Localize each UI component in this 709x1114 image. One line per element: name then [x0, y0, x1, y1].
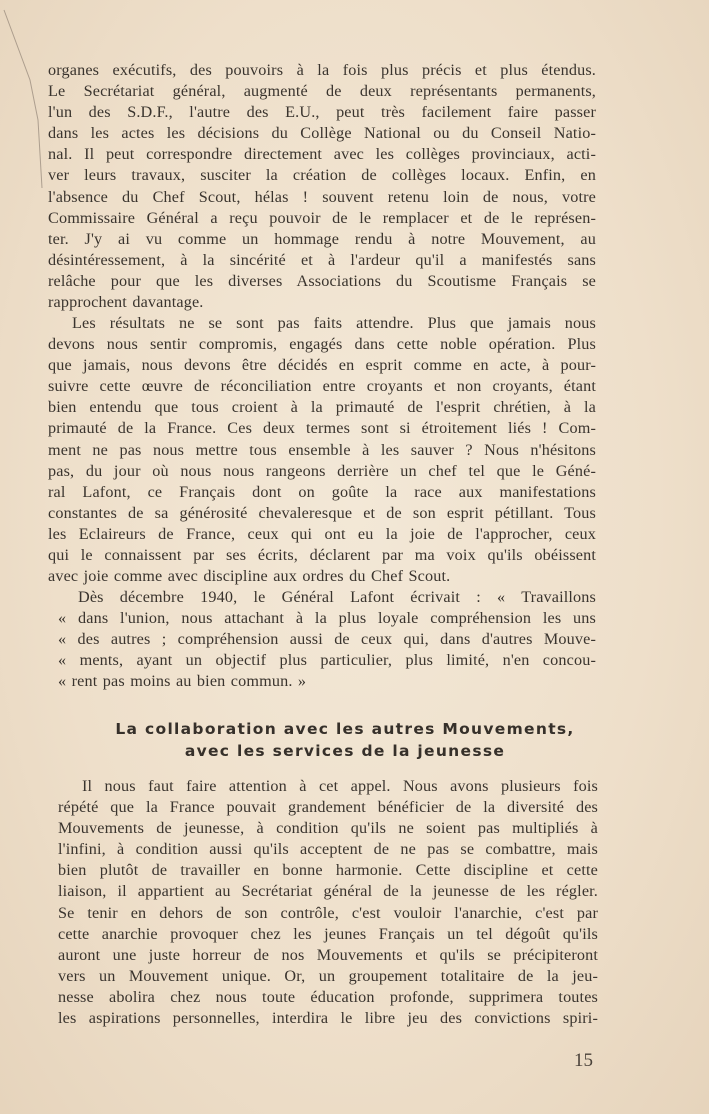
text-line: pas, du jour où nous nous rangeons derrière un chef tel que le Géné- — [48, 461, 596, 480]
text-line: Mouvements de jeunesse, à condition qu'ils ne soient pas multipliés à — [58, 819, 598, 838]
text-line: qui le connaissent par ses écrits, déclarent par ma voix qu'ils obéissent — [48, 546, 596, 565]
text-line: « ments, ayant un objectif plus particulier, plus limité, n'en concou- — [58, 651, 596, 670]
text-line: bien entendu que tous croient à la primauté de l'esprit chrétien, à la — [48, 398, 596, 417]
page-number: 15 — [574, 1050, 593, 1071]
text-line: auront une juste horreur de nos Mouvements et qu'ils se précipiteront — [58, 945, 598, 964]
text-line: primauté de la France. Ces deux termes sont si étroitement liés ! Com- — [48, 419, 596, 438]
text-line: suivre cette œuvre de réconciliation entre croyants et non croyants, étant — [48, 377, 596, 396]
text-line: Les résultats ne se sont pas faits attendre. Plus que jamais nous — [72, 314, 596, 332]
heading-line: avec les services de la jeunesse — [184, 742, 506, 760]
text-line: ral Lafont, ce Français dont on goûte la race aux manifestations — [48, 482, 596, 501]
heading-line: La collaboration avec les autres Mouvements, — [115, 720, 575, 738]
text-line: l'un des S.D.F., l'autre des E.U., peut très facilement faire passer — [48, 103, 596, 122]
text-line: l'infini, à condition aussi qu'ils acceptent de ne pas se combattre, mais — [58, 840, 598, 859]
text-line: Se tenir en dehors de son contrôle, c'est vouloir l'anarchie, c'est par — [58, 903, 598, 922]
text-line: Il nous faut faire attention à cet appel. Nous avons plusieurs fois — [82, 777, 598, 795]
text-line: organes exécutifs, des pouvoirs à la fois plus précis et plus étendus. — [48, 61, 596, 79]
text-line: « rent pas moins au bien commun. » — [58, 672, 307, 691]
text-line: relâche pour que les diverses Associations du Scoutisme Français se — [48, 271, 596, 290]
text-line: ment ne pas nous mettre tous ensemble à les sauver ? Nous n'hésitons — [48, 440, 596, 459]
text-line: liaison, il appartient au Secrétariat général de la jeunesse de les régler. — [58, 882, 598, 901]
section-heading — [40, 718, 650, 762]
text-line: les aspirations personnelles, interdira le libre jeu des convictions spiri- — [58, 1009, 598, 1028]
text-line: cette anarchie provoquer chez les jeunes Français un tel dégoût qu'ils — [58, 924, 598, 943]
paragraph-quote — [48, 587, 596, 692]
text-line: ter. J'y ai vu comme un hommage rendu à notre Mouvement, au — [48, 229, 596, 248]
text-line: les Eclaireurs de France, ceux qui ont eu la joie de l'approcher, ceux — [48, 524, 596, 543]
paragraph-continuation — [48, 60, 596, 313]
text-line: nal. Il peut correspondre directement avec les collèges provinciaux, acti- — [48, 145, 596, 164]
text-line: désintéressement, à la sincérité et à l'ardeur qu'il a manifestés sans — [48, 250, 596, 269]
paragraph-results — [48, 313, 596, 587]
text-line: « des autres ; compréhension aussi de ceux qui, dans d'autres Mouve- — [58, 630, 596, 649]
text-line: rapprochent davantage. — [48, 293, 204, 312]
text-line: constantes de sa générosité chevaleresque et de son esprit pétillant. Tous — [48, 503, 596, 522]
text-line: bien plutôt de travailler en bonne harmonie. Cette discipline et cette — [58, 861, 598, 880]
text-line: devons nous sentir compromis, engagés dans cette noble opération. Plus — [48, 335, 596, 354]
text-line: vers un Mouvement unique. Or, un groupement totalitaire de la jeu- — [58, 966, 598, 985]
text-line: dans les actes les décisions du Collège National ou du Conseil Natio- — [48, 124, 596, 143]
text-line: avec joie comme avec discipline aux ordres du Chef Scout. — [48, 567, 451, 586]
paragraph-collaboration — [58, 776, 598, 1029]
text-line: l'absence du Chef Scout, hélas ! souvent retenu loin de nous, votre — [48, 187, 596, 206]
text-line: Commissaire Général a reçu pouvoir de le remplacer et de le représen- — [48, 208, 596, 227]
text-line: « dans l'union, nous attachant à la plus loyale compréhension les uns — [58, 609, 596, 628]
text-line: que jamais, nous devons être décidés en esprit comme en acte, à pour- — [48, 356, 596, 375]
text-line: Dès décembre 1940, le Général Lafont écrivait : « Travaillons — [78, 588, 596, 606]
text-line: nesse abolira chez nous toute éducation profonde, supprimera toutes — [58, 987, 598, 1006]
text-line: ver leurs travaux, susciter la création de collèges locaux. Enfin, en — [48, 166, 596, 185]
text-line: Le Secrétariat général, augmenté de deux représentants permanents, — [48, 82, 596, 101]
text-line: répété que la France pouvait grandement bénéficier de la diversité des — [58, 798, 598, 817]
